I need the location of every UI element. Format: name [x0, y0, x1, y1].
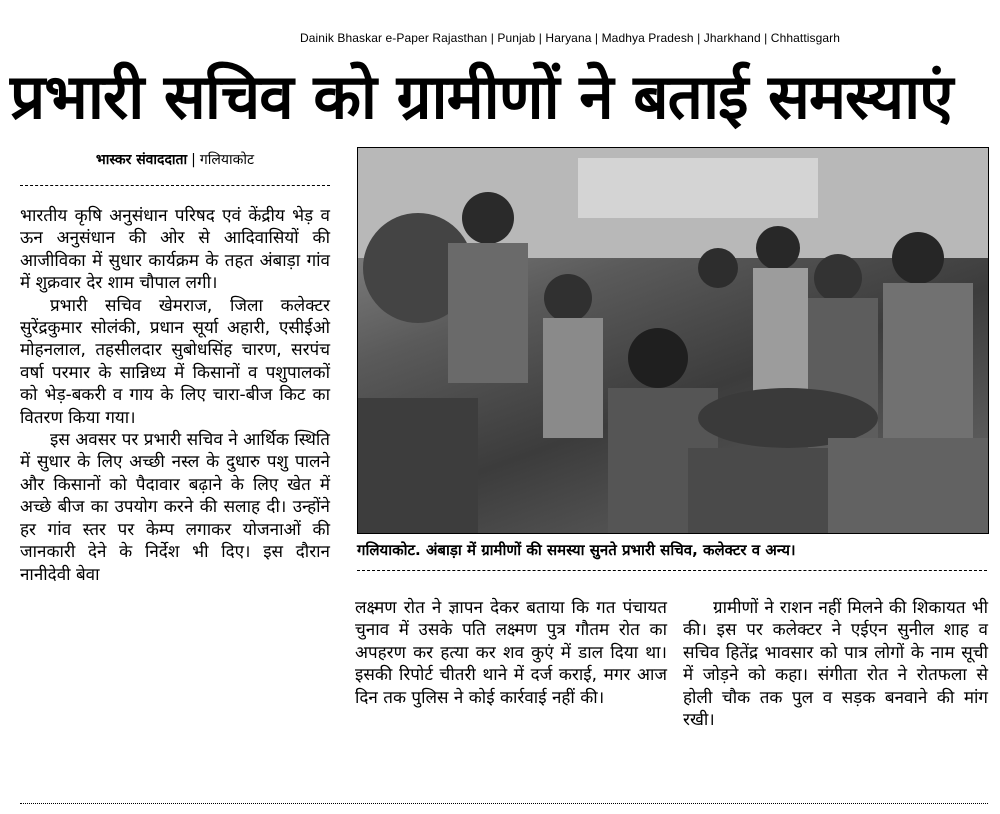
footer-divider — [20, 803, 988, 804]
article-column-3 — [683, 597, 988, 731]
news-photo — [357, 147, 989, 534]
byline-divider — [20, 185, 330, 186]
crowd-photo-graphic — [358, 148, 988, 533]
caption-divider — [357, 570, 987, 571]
article-paragraph: प्रभारी सचिव खेमराज, जिला कलेक्टर सुरेंद्रकुमार सोलंकी, प्रधान सूर्या अहारी, एसीईओ मोहनलाल, तहसीलदार सुबोधसिंह चारण, सरपंच वर्षा परमार के सान्निध्य में किसानों व पशुपालकों को भेड़-बकरी व गाय के लिए चारा-बीज किट का वितरण किया गया। — [20, 295, 330, 428]
article-column-2 — [355, 597, 667, 709]
byline-author: भास्कर संवाददाता — [95, 152, 188, 168]
byline — [20, 150, 330, 169]
article-paragraph: इस अवसर पर प्रभारी सचिव ने आर्थिक स्थिति में सुधार के लिए अच्छी नस्ल के दुधारु पशु पालने और किसानों को पैदावार बढ़ाने के लिए खेत में अच्छे बीज का उपयोग करने की सलाह दी। उन्होंने हर गांव स्तर पर केम्प लगाकर योजनाओं की जानकारी देने के निर्देश भी दिए। इस दौरान नानीदेवी बेवा — [20, 430, 330, 585]
article-paragraph: भारतीय कृषि अनुसंधान परिषद एवं केंद्रीय भेड़ व ऊन अनुसंधान की ओर से आदिवासियों की आजीविका में सुधार कार्यक्रम के तहत अंबाड़ा गांव में शुक्रवार देर शाम चौपाल लगी। — [20, 206, 330, 294]
byline-place: गलियाकोट — [199, 152, 255, 168]
epaper-source-line: Dainik Bhaskar e-Paper Rajasthan | Punjab | Haryana | Madhya Pradesh | Jharkhand | Chhattisgarh — [300, 31, 841, 45]
article-paragraph: ग्रामीणों ने राशन नहीं मिलने की शिकायत भी की। इस पर कलेक्टर ने एईएन सुनील शाह व सचिव हितेंद्र भावसार को पात्र लोगों के नाम सूची में जोड़ने को कहा। संगीता रोत ने रोतफला से होली चौक तक पुल व सड़क बनवाने की मांग रखी। — [683, 598, 988, 731]
headline: प्रभारी सचिव को ग्रामीणों ने बताई समस्याएं — [10, 60, 953, 133]
byline-separator: | — [191, 152, 196, 168]
article-column-1 — [20, 205, 330, 586]
photo-caption: गलियाकोट. अंबाड़ा में ग्रामीणों की समस्या सुनते प्रभारी सचिव, कलेक्टर व अन्य। — [357, 541, 796, 559]
article-paragraph: लक्ष्मण रोत ने ज्ञापन देकर बताया कि गत पंचायत चुनाव में उसके पति लक्ष्मण पुत्र गौतम रोत का अपहरण कर हत्या कर शव कुएं में डाल दिया था। इसकी रिपोर्ट चीतरी थाने में दर्ज कराई, मगर आज दिन तक पुलिस ने कोई कार्रवाई नहीं की। — [355, 598, 667, 708]
